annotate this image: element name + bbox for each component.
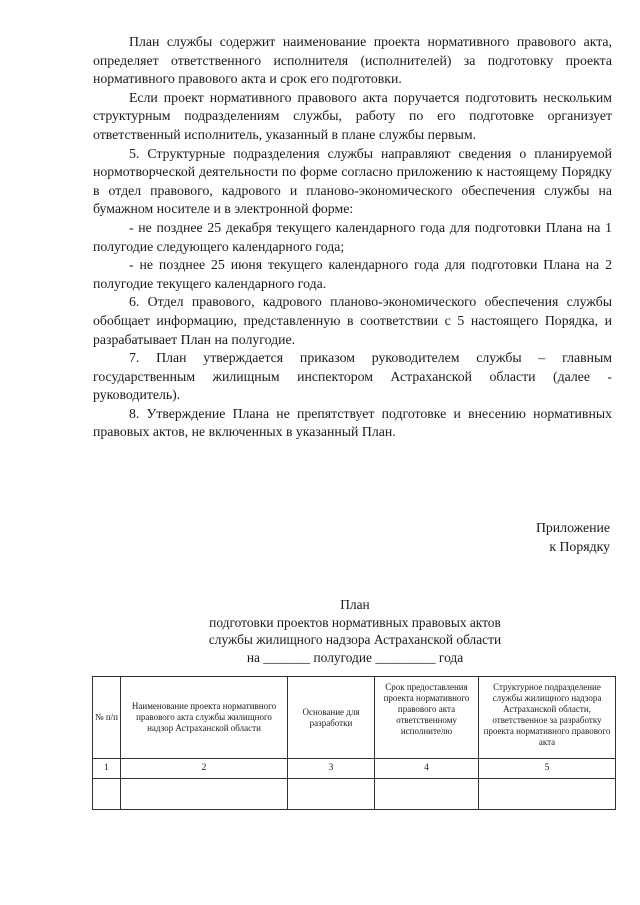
table-header-row: [93, 677, 616, 759]
paragraph: Если проект нормативного правового акта поручается подготовить нескольким структурным подразделениям службы, работу по его подготовке организует ответственный исполнитель, указанный в плане службы первым.: [93, 89, 612, 142]
paragraph: - не позднее 25 июня текущего календарного года для подготовки Плана на 2 полугодие текущего календарного года.: [93, 257, 612, 291]
header-cell-basis: Основание для разработки: [288, 677, 375, 759]
empty-cell: [288, 779, 375, 810]
plan-title-line: на _______ полугодие _________ года: [246, 649, 464, 665]
paragraph: 5. Структурные подразделения службы направляют сведения о планируемой нормотворческой деятельности по форме согласно приложению к настоящему Порядку в отдел правового, кадрового и планово-экономического обеспечения службы на бумажном носителе и в электронной форме:: [93, 145, 612, 217]
appendix-line: Приложение: [535, 520, 610, 535]
appendix-line: к Порядку: [549, 539, 610, 554]
column-number-cell: 4: [375, 759, 479, 779]
appendix-note: [536, 518, 610, 556]
document-body: [93, 33, 612, 442]
plan-title: [150, 596, 560, 666]
paragraph: 7. План утверждается приказом руководителем службы – главным государственным жилищным инспектором Астраханской области (далее - руководитель).: [93, 350, 612, 403]
plan-title-line: подготовки проектов нормативных правовых актов: [209, 614, 501, 630]
plan-title-line: План: [340, 597, 370, 612]
header-cell-number: № п/п: [93, 677, 121, 759]
empty-cell: [121, 779, 288, 810]
column-number-cell: 1: [93, 759, 121, 779]
column-number-cell: 2: [121, 759, 288, 779]
plan-title-line: службы жилищного надзора Астраханской области: [208, 632, 502, 647]
table-row: [93, 779, 616, 810]
column-number-cell: 5: [479, 759, 616, 779]
column-number-cell: 3: [288, 759, 375, 779]
plan-table: [92, 676, 616, 810]
header-cell-name: Наименование проекта нормативного правового акта службы жилищного надзор Астраханской области: [121, 677, 288, 759]
paragraph: 8. Утверждение Плана не препятствует подготовке и внесению нормативных правовых актов, не включенных в указанный План.: [93, 405, 612, 440]
header-cell-department: Структурное подразделение службы жилищного надзора Астраханской области, ответственное за разработку проекта нормативного правового акта: [479, 677, 616, 759]
paragraph: - не позднее 25 декабря текущего календарного года для подготовки Плана на 1 полугодие следующего календарного года;: [93, 219, 612, 254]
header-cell-deadline: Срок предоставления проекта нормативного правового акта ответственному исполнителю: [375, 677, 479, 759]
empty-cell: [375, 779, 479, 810]
table-row: [93, 759, 616, 779]
empty-cell: [479, 779, 616, 810]
empty-cell: [93, 779, 121, 810]
paragraph: 6. Отдел правового, кадрового планово-экономического обеспечения службы обобщает информацию, представленную в соответствии с 5 настоящего Порядка, и разрабатывает План на полугодие.: [93, 294, 612, 347]
paragraph: План службы содержит наименование проекта нормативного правового акта, определяет ответственного исполнителя (исполнителей) за подготовку проекта нормативного правового акта и срок его подготовки.: [93, 34, 612, 87]
